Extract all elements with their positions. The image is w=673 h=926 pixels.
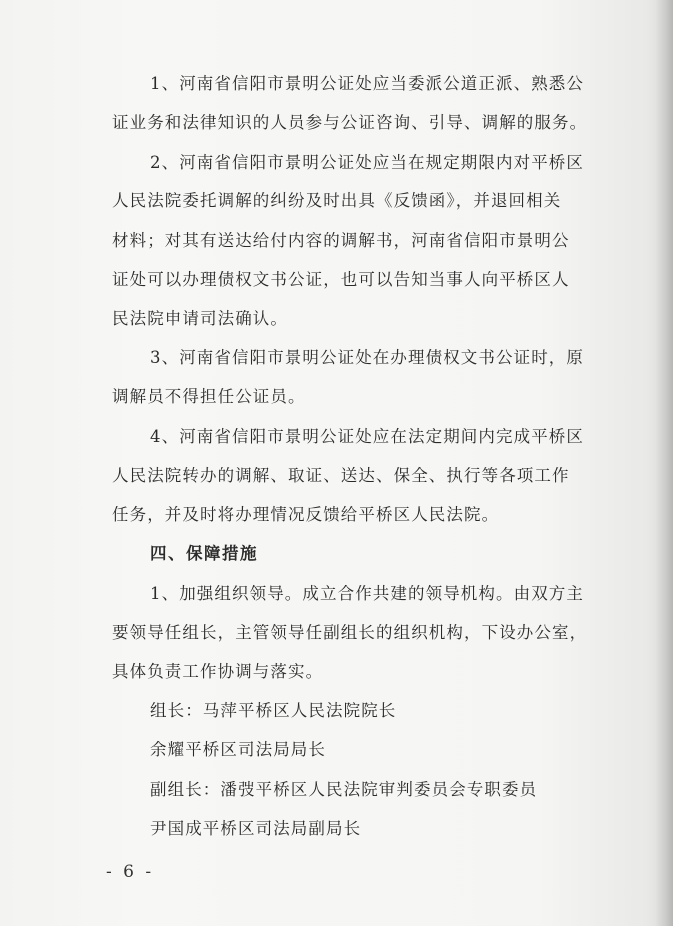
paragraph-3-line-2: 调解员不得担任公证员。 (112, 387, 306, 406)
paragraph-2-line-5: 民法院申请司法确认。 (112, 309, 288, 328)
paragraph-5-line-3: 具体负责工作协调与落实。 (112, 662, 324, 681)
deputy-leader-line: 副组长：潘弢平桥区人民法院审判委员会专职委员 (150, 780, 538, 799)
leader-second-line: 余耀平桥区司法局局长 (150, 740, 326, 759)
paragraph-2-line-1: 2、河南省信阳市景明公证处应当在规定期限内对平桥区 (150, 153, 584, 172)
paragraph-4-line-2: 人民法院转办的调解、取证、送达、保全、执行等各项工作 (112, 466, 570, 485)
paragraph-2-line-3: 材料；对其有送达给付内容的调解书，河南省信阳市景明公 (112, 231, 570, 250)
paragraph-2-line-4: 证处可以办理债权文书公证，也可以告知当事人向平桥区人 (112, 270, 570, 289)
paragraph-1-line-1: 1、河南省信阳市景明公证处应当委派公道正派、熟悉公 (150, 74, 584, 93)
paragraph-4-line-3: 任务，并及时将办理情况反馈给平桥区人民法院。 (112, 505, 500, 524)
paragraph-1-line-2: 证业务和法律知识的人员参与公证咨询、引导、调解的服务。 (112, 113, 588, 132)
paragraph-5-line-2: 要领导任组长，主管领导任副组长的组织机构，下设办公室， (112, 623, 588, 642)
paragraph-4-line-1: 4、河南省信阳市景明公证处应在法定期间内完成平桥区 (150, 427, 584, 446)
leader-line: 组长：马萍平桥区人民法院院长 (150, 701, 397, 720)
paragraph-2-line-2: 人民法院委托调解的纠纷及时出具《反馈函》，并退回相关 (112, 191, 562, 210)
paragraph-5-line-1: 1、加强组织领导。成立合作共建的领导机构。由双方主 (150, 584, 584, 603)
section-heading: 四、保障措施 (150, 544, 258, 563)
page-edge-shadow (655, 0, 673, 926)
page-number: - 6 - (106, 862, 155, 882)
paragraph-3-line-1: 3、河南省信阳市景明公证处在办理债权文书公证时，原 (150, 348, 584, 367)
deputy-leader-second-line: 尹国成平桥区司法局副局长 (150, 819, 362, 838)
